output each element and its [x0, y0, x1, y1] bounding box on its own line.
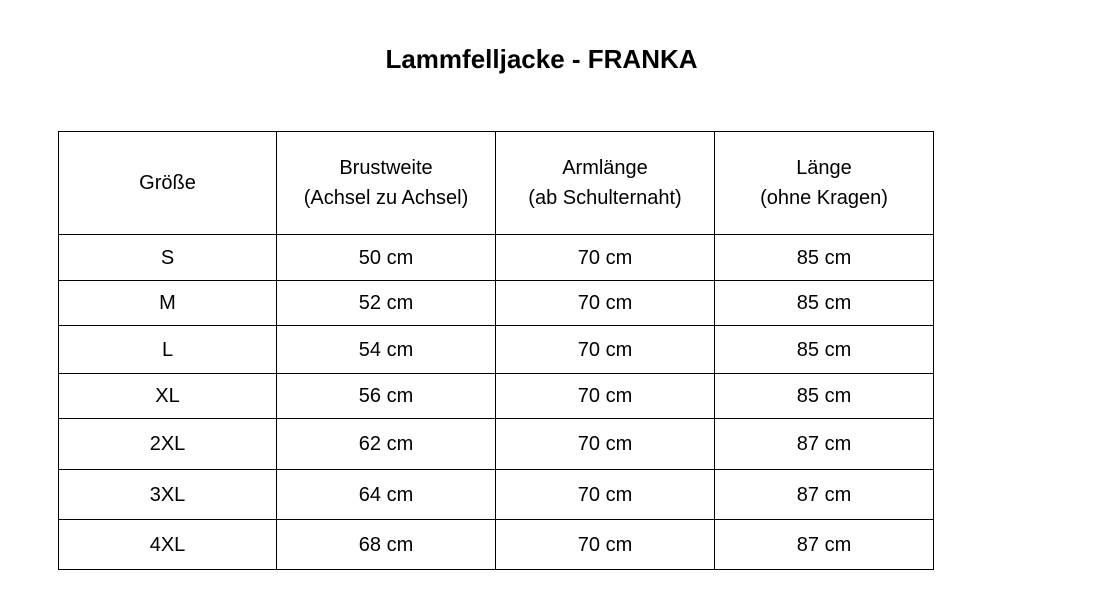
chest-width-cell: 54 cm — [277, 326, 496, 374]
header-length — [715, 132, 934, 235]
header-arm-length — [496, 132, 715, 235]
header-length-label: Länge — [796, 157, 852, 179]
arm-length-cell: 70 cm — [496, 520, 715, 570]
header-chest-width-label: Brustweite — [339, 157, 433, 179]
header-length-note: (ohne Kragen) — [760, 187, 888, 209]
length-cell: 85 cm — [715, 281, 934, 326]
size-table-header — [59, 132, 934, 235]
chest-width-cell: 62 cm — [277, 419, 496, 470]
table-row — [59, 281, 934, 326]
table-row — [59, 326, 934, 374]
chest-width-cell: 68 cm — [277, 520, 496, 570]
table-row — [59, 470, 934, 520]
chest-width-cell: 64 cm — [277, 470, 496, 520]
header-arm-length-label: Armlänge — [562, 157, 648, 179]
header-chest-width-note: (Achsel zu Achsel) — [303, 187, 469, 209]
length-cell: 85 cm — [715, 235, 934, 281]
size-table-body — [59, 235, 934, 570]
arm-length-cell: 70 cm — [496, 470, 715, 520]
size-cell: L — [59, 326, 277, 374]
size-cell: S — [59, 235, 277, 281]
size-cell: XL — [59, 374, 277, 419]
arm-length-cell: 70 cm — [496, 374, 715, 419]
size-cell: 2XL — [59, 419, 277, 470]
chest-width-cell: 52 cm — [277, 281, 496, 326]
header-size-label: Größe — [139, 172, 196, 194]
chest-width-cell: 56 cm — [277, 374, 496, 419]
length-cell: 87 cm — [715, 419, 934, 470]
header-chest-width — [277, 132, 496, 235]
length-cell: 87 cm — [715, 520, 934, 570]
length-cell: 85 cm — [715, 326, 934, 374]
size-cell: M — [59, 281, 277, 326]
page-title: Lammfelljacke - FRANKA — [385, 44, 698, 74]
table-row — [59, 235, 934, 281]
header-size — [59, 132, 277, 235]
table-row — [59, 419, 934, 470]
header-row — [59, 132, 934, 235]
arm-length-cell: 70 cm — [496, 419, 715, 470]
arm-length-cell: 70 cm — [496, 281, 715, 326]
table-row — [59, 520, 934, 570]
size-cell: 3XL — [59, 470, 277, 520]
arm-length-cell: 70 cm — [496, 326, 715, 374]
length-cell: 85 cm — [715, 374, 934, 419]
header-arm-length-note: (ab Schulternaht) — [528, 187, 682, 209]
size-table — [58, 131, 934, 570]
chest-width-cell: 50 cm — [277, 235, 496, 281]
size-cell: 4XL — [59, 520, 277, 570]
table-row — [59, 374, 934, 419]
length-cell: 87 cm — [715, 470, 934, 520]
arm-length-cell: 70 cm — [496, 235, 715, 281]
